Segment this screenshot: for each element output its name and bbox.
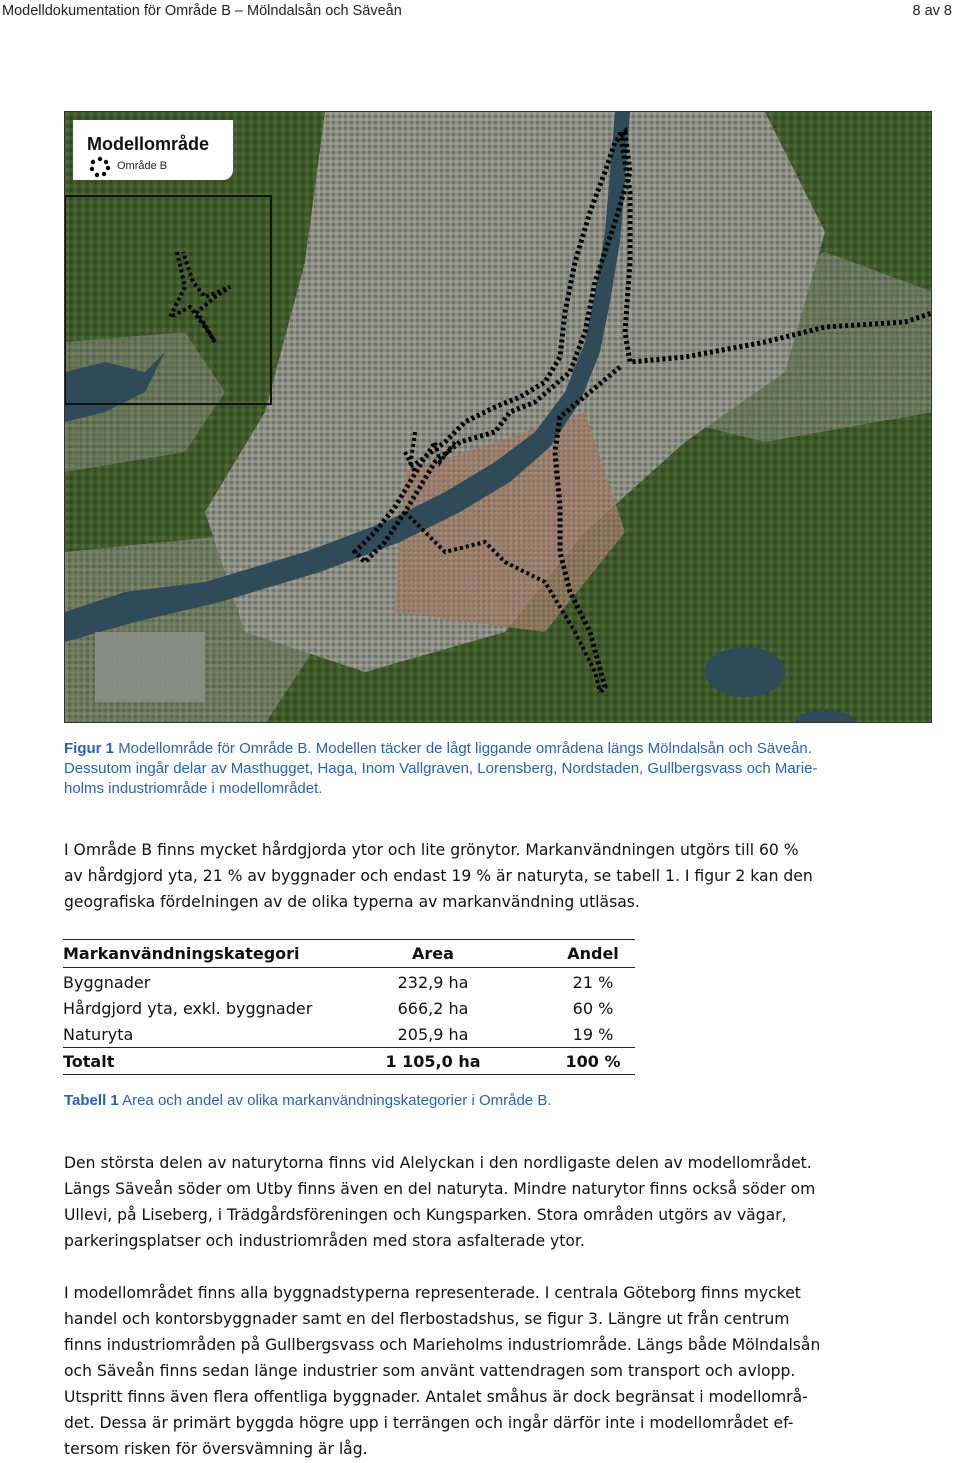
figure-caption <box>64 739 944 799</box>
paragraph-building-types <box>64 1280 944 1462</box>
table-caption-text: Area och andel av olika markanvändningskategorier i Område B. <box>122 1092 552 1109</box>
total-share: 100 % <box>565 1052 621 1071</box>
table-caption <box>64 1092 944 1109</box>
paragraph-line: tersom risken för översvämning är låg. <box>64 1440 368 1458</box>
paragraph-nature-areas <box>64 1150 944 1254</box>
table-rule <box>63 967 635 968</box>
header-category: Markanvändningskategori <box>63 944 300 963</box>
cell-category: Hårdgjord yta, exkl. byggnader <box>63 999 313 1018</box>
cell-category: Byggnader <box>63 973 151 992</box>
paragraph-line: av hårdgjord yta, 21 % av byggnader och endast 19 % är naturyta, se tabell 1. I figur 2 kan den <box>64 867 813 885</box>
cell-share: 21 % <box>572 973 614 992</box>
paragraph-line: och Säveån finns sedan länge industrier som använt vattendragen som transport och avlopp. <box>64 1362 796 1380</box>
cell-category: Naturyta <box>63 1025 134 1044</box>
page-header <box>0 0 960 26</box>
figure-caption-line: Dessutom ingår delar av Masthugget, Haga, Inom Vallgraven, Lorensberg, Nordstaden, Gullbergsvass och Marie- <box>64 760 818 777</box>
figure-caption-line: holms industriområde i modellområdet. <box>64 780 323 797</box>
paragraph-line: Längs Säveån söder om Utby finns även en del naturyta. Mindre naturytor finns också söder om <box>64 1180 816 1198</box>
paragraph-line: Utspritt finns även flera offentliga byggnader. Antalet småhus är dock begränsat i modellområ- <box>64 1388 808 1406</box>
paragraph-line: Ullevi, på Liseberg, i Trädgårdsföreningen och Kungsparken. Stora områden utgörs av vägar, <box>64 1206 787 1224</box>
paragraph-line: Den största delen av naturytorna finns vid Alelyckan i den nordligaste delen av modellområdet. <box>64 1154 812 1172</box>
map-legend <box>73 120 233 180</box>
table-rule <box>63 1047 635 1048</box>
table-row <box>63 1022 635 1048</box>
cell-area: 232,9 ha <box>397 973 469 992</box>
figure-caption-text: Modellområde för Område B. Modellen täcker de lågt liggande områdena längs Mölndalsån och Säveån. <box>118 740 812 757</box>
paragraph-line: I modellområdet finns alla byggnadstyperna representerade. I centrala Göteborg finns mycket <box>64 1284 801 1302</box>
total-label: Totalt <box>63 1052 115 1071</box>
table-label: Tabell 1 <box>64 1092 119 1109</box>
cell-share: 60 % <box>572 999 614 1018</box>
table-row <box>63 996 635 1022</box>
total-area: 1 105,0 ha <box>385 1052 481 1071</box>
figure-label: Figur 1 <box>64 740 115 757</box>
cell-share: 19 % <box>572 1025 614 1044</box>
paragraph-line: finns industriområden på Gullbergsvass och Marieholms industriområde. Längs både Mölndalsån <box>64 1336 821 1354</box>
header-share: Andel <box>567 944 619 963</box>
table-rule <box>63 1074 635 1075</box>
aerial-map-figure <box>64 111 932 723</box>
cell-area: 205,9 ha <box>397 1025 469 1044</box>
legend-subtitle: Område B <box>117 160 168 172</box>
cell-area: 666,2 ha <box>397 999 469 1018</box>
header-area: Area <box>412 944 454 963</box>
table-rule <box>63 939 635 940</box>
table-row <box>63 970 635 996</box>
aerial-map <box>65 112 932 723</box>
table-total-row <box>63 1049 635 1075</box>
paragraph-line: det. Dessa är primärt byggda högre upp i terrängen och ingår därför inte i modellområdet ef- <box>64 1414 794 1432</box>
paragraph-line: geografiska fördelningen av de olika typerna av markanvändning utläsas. <box>64 893 640 911</box>
table-header-row <box>63 941 635 967</box>
boundary-dots-icon <box>89 156 111 178</box>
paragraph-line: I Område B finns mycket hårdgjorda ytor och lite grönytor. Markanvändningen utgörs till 60 % <box>64 841 799 859</box>
page-number: 8 av 8 <box>912 3 952 19</box>
paragraph-land-use <box>64 837 944 915</box>
document-title: Modelldokumentation för Område B – Mölndalsån och Säveån <box>2 3 402 19</box>
legend-title: Modellområde <box>87 134 210 154</box>
paragraph-line: parkeringsplatser och industriområden med stora asfalterade ytor. <box>64 1232 585 1250</box>
paragraph-line: handel och kontorsbyggnader samt en del flerbostadshus, se figur 3. Längre ut från centrum <box>64 1310 790 1328</box>
